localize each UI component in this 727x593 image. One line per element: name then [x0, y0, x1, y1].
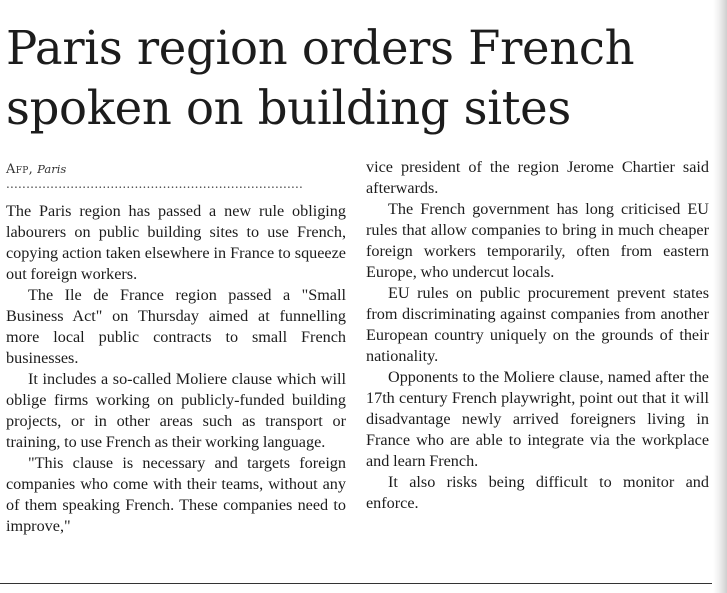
byline — [6, 161, 66, 178]
paragraph: vice president of the region Jerome Chartier said afterwards. — [366, 158, 709, 197]
byline-dateline: Paris — [37, 162, 67, 176]
headline-line-1: Paris region orders French — [6, 21, 635, 75]
dotted-separator: .......................................................................... — [6, 178, 304, 190]
paragraph: The Paris region has passed a new rule obliging labourers on public building sites to use French, copying action taken elsewhere in France to squeeze out foreign workers. — [6, 202, 346, 283]
byline-agency: Afp, — [6, 162, 34, 177]
headline — [6, 18, 634, 138]
article-column-left — [6, 201, 346, 537]
bottom-rule — [0, 583, 712, 584]
paragraph: The French government has long criticised EU rules that allow companies to bring in much cheaper foreign workers temporarily, often from eastern Europe, who undercut locals. — [366, 200, 709, 281]
paragraph: It includes a so-called Moliere clause which will oblige firms working on publicly-funded building projects, or in other areas such as transport or training, to use French as their working language. — [6, 370, 346, 451]
paragraph: "This clause is necessary and targets foreign companies who come with their teams, without any of them speaking French. These companies need to improve," — [6, 454, 346, 535]
paragraph: Opponents to the Moliere clause, named after the 17th century French playwright, point out that it will disadvantage newly arrived foreigners living in France who are able to integrate via the workplace and learn French. — [366, 368, 709, 470]
headline-line-2: spoken on building sites — [6, 81, 571, 135]
paragraph: EU rules on public procurement prevent states from discriminating against companies from another European country uniquely on the grounds of their nationality. — [366, 284, 709, 365]
article-column-right — [366, 157, 709, 514]
paragraph: It also risks being difficult to monitor and enforce. — [366, 473, 709, 512]
page-edge-shadow — [713, 0, 727, 593]
paragraph: The Ile de France region passed a "Small Business Act" on Thursday aimed at funnelling more local public contracts to small French businesses. — [6, 286, 346, 367]
